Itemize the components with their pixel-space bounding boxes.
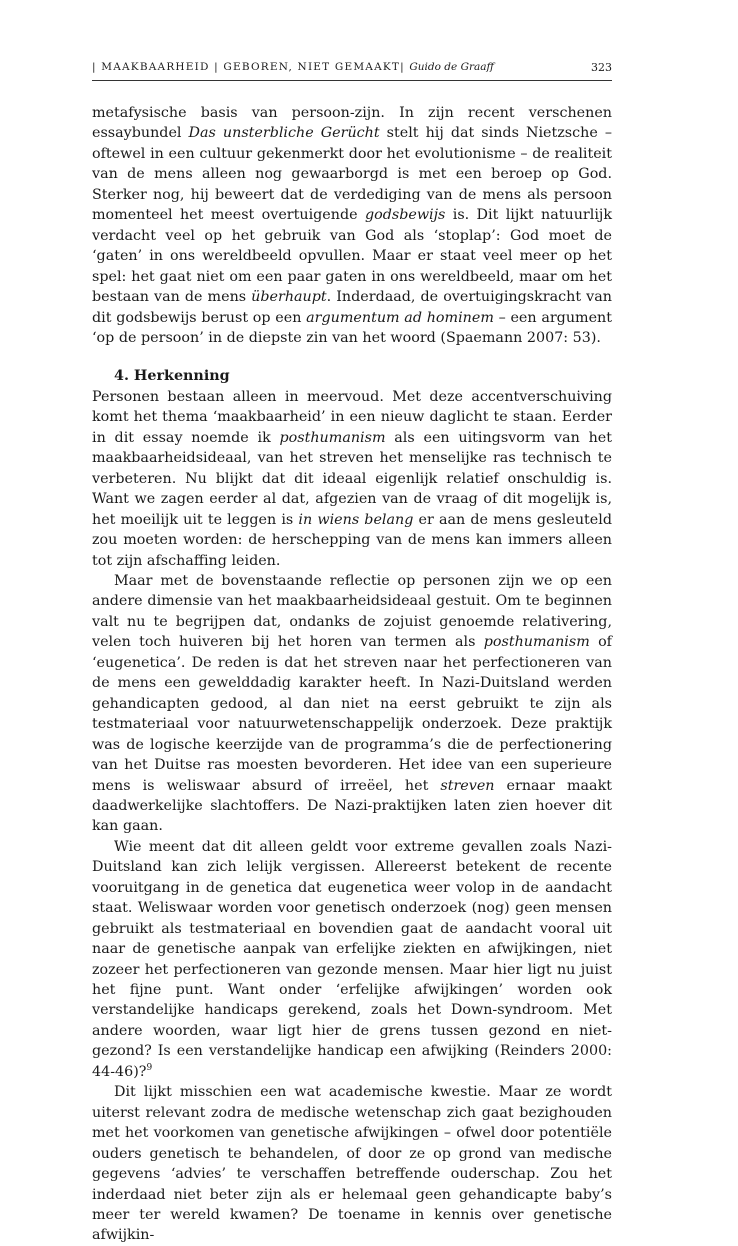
text-run: er aan de mens gesleuteld zou moeten worden: de herschepping van de mens kan immers alleen tot zijn afschaffing leiden. bbox=[92, 511, 612, 569]
running-head-title: | MAAKBAARHEID | GEBOREN, NIET GEMAAKT| bbox=[92, 61, 405, 73]
footnote-marker[interactable]: 9 bbox=[146, 1063, 153, 1074]
section-heading: 4. Herkenning bbox=[114, 368, 230, 385]
text-run: Dit lijkt misschien een wat academische kwestie. Maar ze wordt uiterst relevant zodra de medische wetenschap zich gaat bezighouden met het voorkomen van genetische afwijkingen – ofwel door potentiële ouders genetisch te behandelen, of door ze op grond van medische gegevens ‘advies’ te verschaffen betreffende ouderschap. Zou het inderdaad niet beter zijn als er helemaal geen gehandicapte baby’s meer ter wereld kwamen? De toename in kennis over genetische afwijkin- bbox=[92, 1084, 612, 1244]
running-head-author: Guido de Graaff bbox=[409, 61, 494, 73]
paragraph-2 bbox=[92, 387, 612, 571]
italic-term: godsbewijs bbox=[364, 207, 446, 224]
italic-title: Das unsterbliche Gerücht bbox=[188, 125, 380, 142]
text-run: – een argument ‘op de persoon’ in de diepste zin van het woord (Spaemann 2007: 53). bbox=[92, 309, 613, 346]
text-run: . Inderdaad, de overtuigingskracht van dit godsbewijs berust op een bbox=[92, 289, 612, 326]
text-run: is. Dit lijkt natuurlijk verdacht veel op het gebruik van God als ‘stoplap’: God moet de ‘gaten’ in ons wereldbeeld opvullen. Maar er staat veel meer op het spel: het gaat niet om een paar gaten in ons wereldbeeld, maar om het bestaan van de mens bbox=[92, 207, 612, 306]
text-run: of ‘eugenetica’. De reden is dat het streven naar het perfectioneren van de mens een gewelddadig karakter heeft. In Nazi-Duitsland werden gehandicapten gedood, al dan niet na eerst gebruikt te zijn als testmateriaal voor natuurwetenschappelijk onderzoek. Deze praktijk was de logische keerzijde van de programma’s die de perfectionering van het Duitse ras moesten bevorderen. Het idee van een superieure mens is weliswaar absurd of irreëel, het bbox=[92, 634, 612, 794]
paragraph-1 bbox=[92, 103, 612, 348]
text-run: ernaar maakt daadwerkelijke slachtoffers. De Nazi-praktijken laten zien hoever dit kan gaan. bbox=[92, 777, 612, 835]
paragraph-3 bbox=[92, 571, 612, 837]
running-head bbox=[92, 61, 494, 73]
italic-term: überhaupt bbox=[251, 289, 327, 306]
text-run: Wie meent dat dit alleen geldt voor extreme gevallen zoals Nazi-Duitsland kan zich lelijk vergissen. Allereerst betekent de recente vooruitgang in de genetica dat eugenetica weer volop in de aandacht staat. Weliswaar worden voor genetisch onderzoek (nog) geen mensen gebruikt als testmateriaal en bovendien gaat de aandacht vooral uit naar de genetische aanpak van erfelijke ziekten en afwijkingen, niet zozeer het perfectioneren van gezonde mensen. Maar hier ligt nu juist het fijne punt. Want onder ‘erfelijke afwijkingen’ worden ook verstandelijke handicaps gerekend, zoals het Down-syndroom. Met andere woorden, waar ligt hier de grens tussen gezond en niet-gezond? Is een verstandelijke handicap een afwijking (Reinders 2000: 44-46)? bbox=[92, 838, 612, 1080]
text-run: Maar met de bovenstaande reflectie op personen zijn we op een andere dimensie van het maakbaarheidsideaal gestuit. Om te beginnen valt nu te begrijpen dat, ondanks de zojuist genoemde relativering, velen toch huiveren bij het horen van termen als bbox=[92, 572, 612, 651]
body-text bbox=[92, 103, 612, 1246]
text-run: metafysische basis van persoon-zijn. In zijn recent verschenen essaybundel bbox=[92, 105, 612, 142]
italic-term: streven bbox=[440, 777, 495, 794]
text-run: stelt hij dat sinds Nietzsche – oftewel in een cultuur gekenmerkt door het evolutionisme – de realiteit van de mens alleen nog gewaarborgd is met een beroep op God. Sterker nog, hij beweert dat de verdediging van de mens als persoon momenteel het meest overtuigende bbox=[92, 125, 612, 224]
paragraph-4 bbox=[92, 837, 612, 1082]
text-run: als een uitingsvorm van het maakbaarheidsideaal, van het streven het menselijke ras technisch te verbeteren. Nu blijkt dat dit ideaal eigenlijk relatief onschuldig is. Want we zagen eerder al dat, afgezien van de vraag of dit mogelijk is, het moeilijk uit te leggen is bbox=[92, 429, 612, 528]
italic-term: argumentum ad hominem bbox=[306, 309, 494, 326]
text-run: Personen bestaan alleen in meervoud. Met deze accentverschuiving komt het thema ‘maakbaarheid’ in een nieuw daglicht te staan. Eerder in dit essay noemde ik bbox=[92, 388, 612, 446]
italic-term: posthumanism bbox=[279, 429, 386, 446]
running-header bbox=[92, 58, 612, 81]
italic-term: posthumanism bbox=[483, 634, 590, 651]
page-number: 323 bbox=[591, 61, 612, 74]
paragraph-5 bbox=[92, 1082, 612, 1246]
italic-term: in wiens belang bbox=[298, 511, 414, 528]
